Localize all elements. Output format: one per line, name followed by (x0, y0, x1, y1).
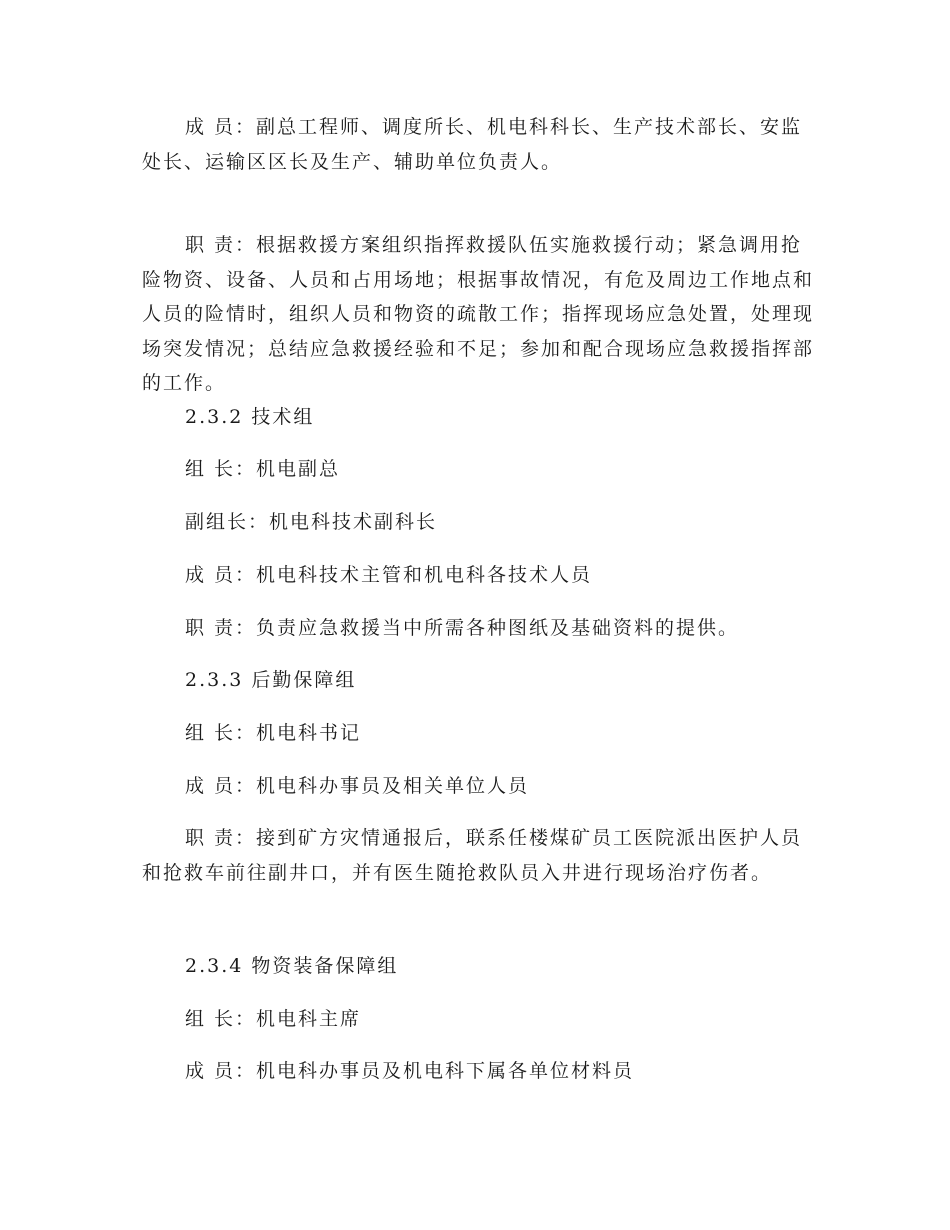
paragraph-technical-group-leader: 组 长：机电副总 (185, 458, 341, 480)
paragraph-technical-group-members: 成 员：机电科技术主管和机电科各技术人员 (185, 564, 593, 586)
paragraph-rescue-team-members: 成 员：副总工程师、调度所长、机电科科长、生产技术部长、安监处长、运输区区长及生产、辅助单位负责人。 (142, 116, 803, 173)
paragraph-materials-group-members: 成 员：机电科办事员及机电科下属各单位材料员 (185, 1060, 635, 1082)
paragraph-technical-group-deputy: 副组长：机电科技术副科长 (185, 511, 438, 533)
section-heading-materials-group: 2.3.4 物资装备保障组 (185, 955, 399, 977)
paragraph-logistics-group-duties: 职 责：接到矿方灾情通报后，联系任楼煤矿员工医院派出医护人员和抢救车前往副井口，并有医生随抢救队员入井进行现场治疗伤者。 (142, 827, 803, 884)
paragraph-logistics-group-leader: 组 长：机电科书记 (185, 722, 362, 744)
section-heading-technical-group: 2.3.2 技术组 (185, 406, 315, 428)
paragraph-rescue-team-duties: 职 责：根据救援方案组织指挥救援队伍实施救援行动；紧急调用抢险物资、设备、人员和占用场地；根据事故情况，有危及周边工作地点和人员的险情时，组织人员和物资的疏散工作；指挥现场应急处置，处理现场突发情况；总结应急救援经验和不足；参加和配合现场应急救援指挥部的工作。 (142, 234, 815, 394)
section-heading-logistics-group: 2.3.3 后勤保障组 (185, 669, 357, 691)
paragraph-logistics-group-members: 成 员：机电科办事员及相关单位人员 (185, 775, 530, 797)
paragraph-materials-group-leader: 组 长：机电科主席 (185, 1008, 362, 1030)
paragraph-technical-group-duties: 职 责：负责应急救援当中所需各种图纸及基础资料的提供。 (185, 617, 740, 639)
